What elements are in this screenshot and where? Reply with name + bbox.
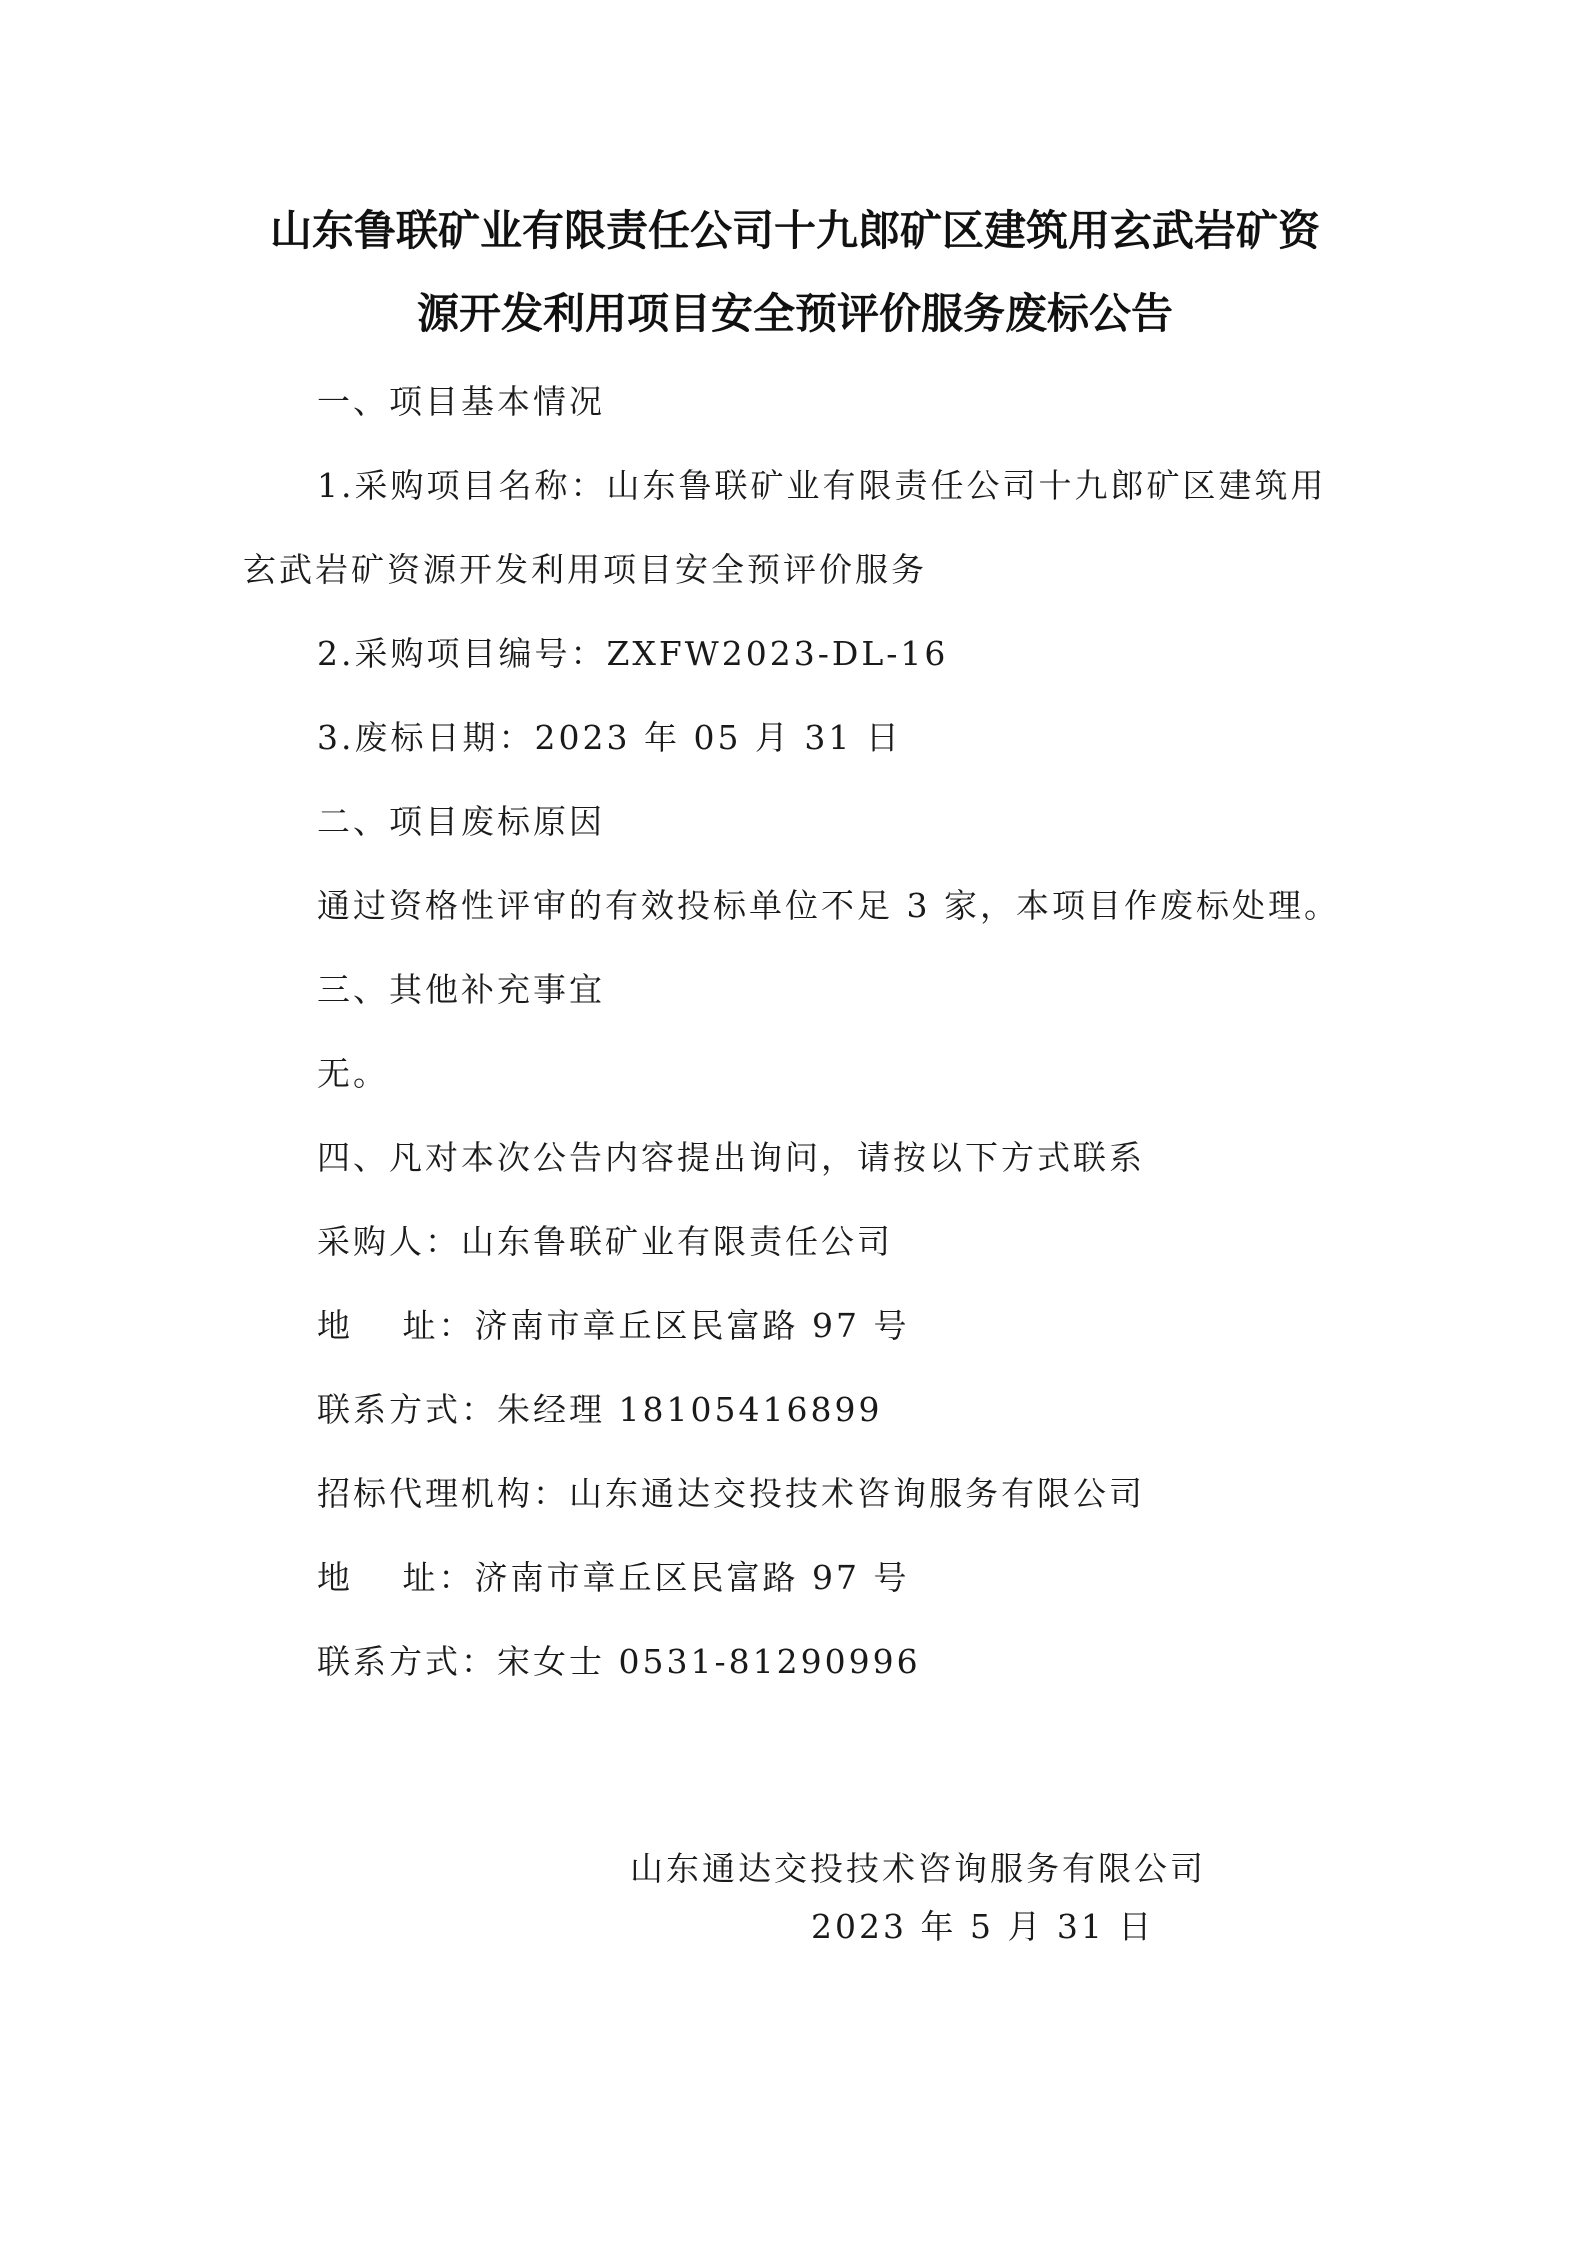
supplement-text: 无。: [317, 1054, 389, 1093]
document-title-line-1: 山东鲁联矿业有限责任公司十九郎矿区建筑用玄武岩矿资: [269, 206, 1320, 255]
signature-company: 山东通达交投技术咨询服务有限公司: [630, 1849, 1206, 1888]
document-title-line-2: 源开发利用项目安全预评价服务废标公告: [416, 289, 1173, 338]
item-1-line-1: 1.采购项目名称：山东鲁联矿业有限责任公司十九郎矿区建筑用: [317, 466, 1327, 505]
item-1-line-2: 玄武岩矿资源开发利用项目安全预评价服务: [243, 550, 927, 589]
agency-address: 地 址：济南市章丘区民富路 97 号: [317, 1558, 910, 1597]
purchaser-contact: 联系方式：朱经理 18105416899: [317, 1390, 883, 1429]
purchaser-address: 地 址：济南市章丘区民富路 97 号: [317, 1306, 910, 1345]
cancel-reason: 通过资格性评审的有效投标单位不足 3 家，本项目作废标处理。: [317, 886, 1340, 925]
agency: 招标代理机构：山东通达交投技术咨询服务有限公司: [317, 1474, 1145, 1513]
section-3-heading: 三、其他补充事宜: [317, 970, 605, 1009]
section-4-heading: 四、凡对本次公告内容提出询问，请按以下方式联系: [317, 1138, 1145, 1177]
signature-date: 2023 年 5 月 31 日: [811, 1907, 1155, 1946]
agency-contact: 联系方式：宋女士 0531-81290996: [317, 1642, 921, 1681]
item-3-cancel-date: 3.废标日期：2023 年 05 月 31 日: [317, 718, 902, 757]
item-2-project-number: 2.采购项目编号：ZXFW2023-DL-16: [317, 634, 949, 673]
purchaser: 采购人：山东鲁联矿业有限责任公司: [317, 1222, 893, 1261]
section-2-heading: 二、项目废标原因: [317, 802, 605, 841]
section-1-heading: 一、项目基本情况: [317, 382, 605, 421]
